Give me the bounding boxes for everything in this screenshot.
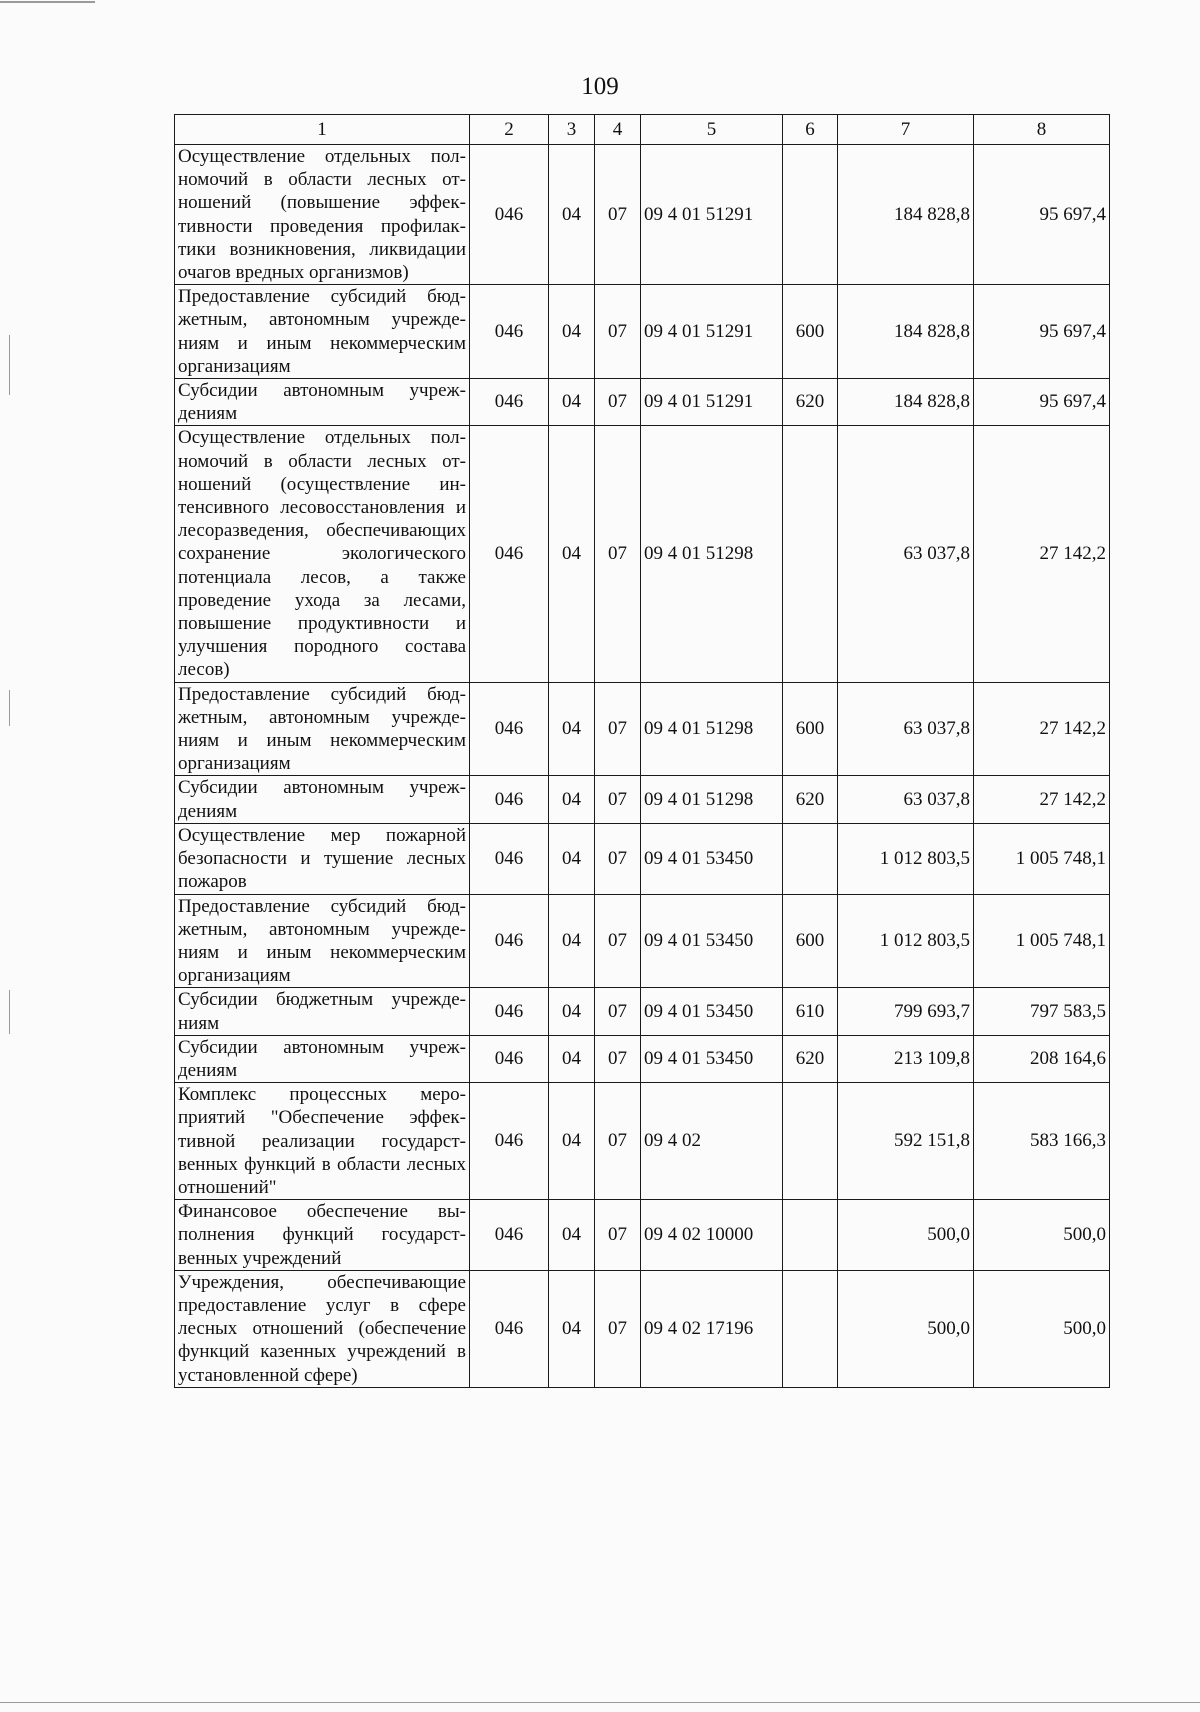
table-row — [175, 894, 1110, 988]
column-header-2: 2 — [470, 115, 549, 145]
row-target-code: 09 4 01 51298 — [641, 776, 783, 823]
row-ministry-code: 046 — [470, 988, 549, 1035]
row-amount-1: 63 037,8 — [838, 682, 974, 776]
row-section-code: 04 — [549, 988, 595, 1035]
row-ministry-code: 046 — [470, 823, 549, 894]
row-description: Комплекс процессных мероприятий "Обеспечение эффективной реализации государственных функций в области лесных отношений" — [175, 1083, 470, 1200]
row-section-code: 04 — [549, 426, 595, 682]
row-expense-type — [783, 426, 838, 682]
row-target-code: 09 4 01 53450 — [641, 894, 783, 988]
row-section-code: 04 — [549, 776, 595, 823]
row-target-code: 09 4 01 51291 — [641, 145, 783, 285]
table-row — [175, 379, 1110, 426]
table-row — [175, 1270, 1110, 1387]
row-subsection-code: 07 — [595, 1270, 641, 1387]
row-description: Субсидии автономным учреждениям — [175, 1035, 470, 1082]
table-row — [175, 682, 1110, 776]
row-amount-1: 63 037,8 — [838, 776, 974, 823]
row-ministry-code: 046 — [470, 1200, 549, 1271]
scan-edge-top — [0, 1, 95, 3]
column-header-7: 7 — [838, 115, 974, 145]
scan-edge-left-3 — [9, 990, 10, 1034]
row-amount-2: 500,0 — [974, 1200, 1110, 1271]
row-expense-type: 620 — [783, 776, 838, 823]
row-ministry-code: 046 — [470, 682, 549, 776]
row-expense-type — [783, 1083, 838, 1200]
row-expense-type — [783, 1200, 838, 1271]
column-header-1: 1 — [175, 115, 470, 145]
row-amount-1: 63 037,8 — [838, 426, 974, 682]
table-row — [175, 426, 1110, 682]
row-description: Осуществление отдельных полномочий в области лесных отношений (осуществление интенсивного лесовосстановления и лесоразведения, обеспечивающих сохранение экологического потенциала лесов, а также проведение ухода за лесами, повышение продуктивности и улучшения породного состава лесов) — [175, 426, 470, 682]
row-section-code: 04 — [549, 285, 595, 379]
budget-table — [174, 114, 1110, 1388]
row-target-code: 09 4 02 — [641, 1083, 783, 1200]
scan-edge-bottom — [0, 1702, 1200, 1703]
row-section-code: 04 — [549, 682, 595, 776]
table-row — [175, 776, 1110, 823]
row-section-code: 04 — [549, 1083, 595, 1200]
row-ministry-code: 046 — [470, 1083, 549, 1200]
row-section-code: 04 — [549, 379, 595, 426]
row-amount-1: 184 828,8 — [838, 285, 974, 379]
row-description: Предоставление субсидий бюджетным, автономным учреждениям и иным некоммерческим организациям — [175, 682, 470, 776]
row-description: Субсидии автономным учреждениям — [175, 379, 470, 426]
row-section-code: 04 — [549, 1270, 595, 1387]
row-amount-1: 500,0 — [838, 1270, 974, 1387]
row-amount-2: 27 142,2 — [974, 776, 1110, 823]
table-row — [175, 823, 1110, 894]
row-description: Осуществление мер пожарной безопасности и тушение лесных пожаров — [175, 823, 470, 894]
row-amount-2: 583 166,3 — [974, 1083, 1110, 1200]
row-target-code: 09 4 02 10000 — [641, 1200, 783, 1271]
row-subsection-code: 07 — [595, 1083, 641, 1200]
row-description: Предоставление субсидий бюджетным, автономным учреждениям и иным некоммерческим организациям — [175, 894, 470, 988]
row-section-code: 04 — [549, 1200, 595, 1271]
column-header-4: 4 — [595, 115, 641, 145]
row-subsection-code: 07 — [595, 988, 641, 1035]
page-number: 109 — [581, 73, 619, 100]
row-target-code: 09 4 01 51291 — [641, 379, 783, 426]
row-subsection-code: 07 — [595, 894, 641, 988]
row-expense-type: 610 — [783, 988, 838, 1035]
row-amount-2: 208 164,6 — [974, 1035, 1110, 1082]
row-section-code: 04 — [549, 1035, 595, 1082]
row-amount-2: 95 697,4 — [974, 285, 1110, 379]
table-body — [175, 145, 1110, 1388]
row-target-code: 09 4 02 17196 — [641, 1270, 783, 1387]
row-description: Осуществление отдельных полномочий в области лесных отношений (повышение эффективности проведения профилактики возникновения, ликвидации очагов вредных организмов) — [175, 145, 470, 285]
row-amount-1: 1 012 803,5 — [838, 894, 974, 988]
table-row — [175, 1200, 1110, 1271]
row-amount-2: 27 142,2 — [974, 426, 1110, 682]
row-expense-type — [783, 823, 838, 894]
row-ministry-code: 046 — [470, 426, 549, 682]
row-subsection-code: 07 — [595, 379, 641, 426]
table-row — [175, 145, 1110, 285]
row-amount-2: 95 697,4 — [974, 145, 1110, 285]
column-header-3: 3 — [549, 115, 595, 145]
row-description: Субсидии бюджетным учреждениям — [175, 988, 470, 1035]
row-section-code: 04 — [549, 894, 595, 988]
row-subsection-code: 07 — [595, 285, 641, 379]
row-section-code: 04 — [549, 823, 595, 894]
row-ministry-code: 046 — [470, 145, 549, 285]
row-amount-1: 184 828,8 — [838, 145, 974, 285]
row-description: Учреждения, обеспечивающие предоставление услуг в сфере лесных отношений (обеспечение функций казенных учреждений в установленной сфере) — [175, 1270, 470, 1387]
row-amount-2: 797 583,5 — [974, 988, 1110, 1035]
row-amount-1: 799 693,7 — [838, 988, 974, 1035]
table-row — [175, 988, 1110, 1035]
table-row — [175, 1035, 1110, 1082]
row-description: Предоставление субсидий бюджетным, автономным учреждениям и иным некоммерческим организациям — [175, 285, 470, 379]
table-header — [175, 115, 1110, 145]
row-amount-1: 592 151,8 — [838, 1083, 974, 1200]
row-ministry-code: 046 — [470, 894, 549, 988]
row-amount-1: 184 828,8 — [838, 379, 974, 426]
column-header-8: 8 — [974, 115, 1110, 145]
row-amount-1: 1 012 803,5 — [838, 823, 974, 894]
row-target-code: 09 4 01 53450 — [641, 988, 783, 1035]
row-target-code: 09 4 01 51291 — [641, 285, 783, 379]
row-target-code: 09 4 01 53450 — [641, 1035, 783, 1082]
row-target-code: 09 4 01 51298 — [641, 426, 783, 682]
row-ministry-code: 046 — [470, 776, 549, 823]
row-expense-type: 620 — [783, 1035, 838, 1082]
row-expense-type — [783, 1270, 838, 1387]
row-target-code: 09 4 01 53450 — [641, 823, 783, 894]
row-subsection-code: 07 — [595, 776, 641, 823]
row-expense-type: 600 — [783, 894, 838, 988]
row-amount-1: 213 109,8 — [838, 1035, 974, 1082]
row-ministry-code: 046 — [470, 1035, 549, 1082]
scan-edge-left-1 — [9, 335, 10, 395]
row-amount-2: 1 005 748,1 — [974, 894, 1110, 988]
scan-edge-left-2 — [9, 690, 10, 726]
row-expense-type: 600 — [783, 285, 838, 379]
row-expense-type: 600 — [783, 682, 838, 776]
row-subsection-code: 07 — [595, 426, 641, 682]
row-target-code: 09 4 01 51298 — [641, 682, 783, 776]
row-subsection-code: 07 — [595, 145, 641, 285]
row-amount-2: 95 697,4 — [974, 379, 1110, 426]
row-ministry-code: 046 — [470, 1270, 549, 1387]
table-row — [175, 1083, 1110, 1200]
row-subsection-code: 07 — [595, 823, 641, 894]
row-amount-2: 27 142,2 — [974, 682, 1110, 776]
row-amount-1: 500,0 — [838, 1200, 974, 1271]
row-ministry-code: 046 — [470, 285, 549, 379]
row-amount-2: 500,0 — [974, 1270, 1110, 1387]
column-header-6: 6 — [783, 115, 838, 145]
row-description: Финансовое обеспечение выполнения функций государственных учреждений — [175, 1200, 470, 1271]
row-ministry-code: 046 — [470, 379, 549, 426]
row-description: Субсидии автономным учреждениям — [175, 776, 470, 823]
table-row — [175, 285, 1110, 379]
row-expense-type — [783, 145, 838, 285]
column-header-5: 5 — [641, 115, 783, 145]
row-subsection-code: 07 — [595, 682, 641, 776]
row-subsection-code: 07 — [595, 1200, 641, 1271]
header-row — [175, 115, 1110, 145]
row-amount-2: 1 005 748,1 — [974, 823, 1110, 894]
row-section-code: 04 — [549, 145, 595, 285]
row-subsection-code: 07 — [595, 1035, 641, 1082]
row-expense-type: 620 — [783, 379, 838, 426]
